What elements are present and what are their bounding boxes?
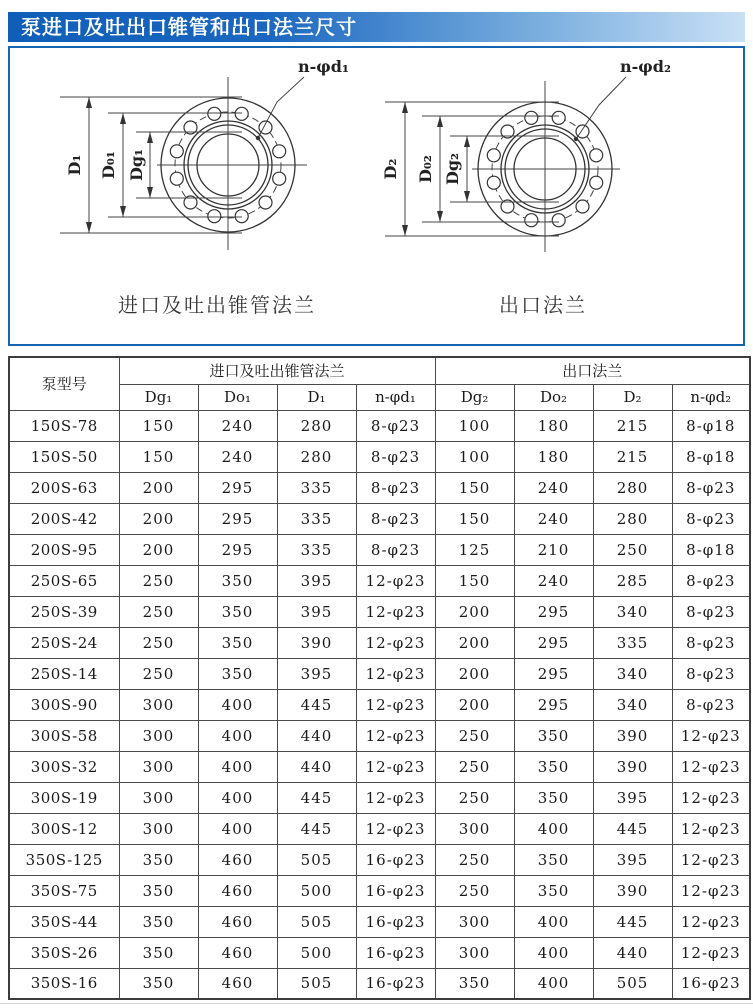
- dimension-cell: 400: [514, 968, 593, 999]
- dimension-cell: 200: [119, 534, 198, 565]
- dimension-cell: 8-φ23: [672, 565, 750, 596]
- dimension-cell: 395: [277, 658, 356, 689]
- dimension-cell: 240: [514, 472, 593, 503]
- outlet-caption: 出口法兰: [499, 293, 587, 317]
- leader-end-dot: [574, 137, 578, 141]
- table-row: [9, 813, 750, 844]
- dimension-cell: 350: [198, 627, 277, 658]
- pump-model-cell: 200S-42: [9, 503, 119, 534]
- dimension-cell: 350: [198, 596, 277, 627]
- dimension-cell: 335: [277, 534, 356, 565]
- dimension-cell: 12-φ23: [356, 627, 435, 658]
- dimension-cell: 16-φ23: [356, 937, 435, 968]
- dimension-cell: 350: [198, 658, 277, 689]
- dimension-cell: 250: [435, 875, 514, 906]
- dimension-cell: 440: [277, 751, 356, 782]
- dimension-cell: 250: [435, 751, 514, 782]
- dimension-cell: 8-φ23: [356, 534, 435, 565]
- dimension-cell: 8-φ23: [356, 441, 435, 472]
- dimension-cell: 280: [593, 472, 672, 503]
- dimension-cell: 250: [119, 627, 198, 658]
- dimension-cell: 400: [514, 813, 593, 844]
- dimension-cell: 350: [119, 875, 198, 906]
- dimension-cell: 505: [277, 906, 356, 937]
- dimension-cell: 350: [119, 906, 198, 937]
- table-row: [9, 720, 750, 751]
- dimension-cell: 12-φ23: [672, 906, 750, 937]
- dimension-cell: 395: [593, 782, 672, 813]
- table-row: [9, 627, 750, 658]
- pump-model-cell: 250S-65: [9, 565, 119, 596]
- dimension-cell: 12-φ23: [672, 720, 750, 751]
- column-header-nd1: n-φd₁: [356, 384, 435, 410]
- dimension-cell: 335: [277, 472, 356, 503]
- dimension-cell: 350: [514, 720, 593, 751]
- dimension-cell: 295: [198, 503, 277, 534]
- dimension-cell: 300: [435, 906, 514, 937]
- outlet-flange-drawing: [381, 57, 671, 317]
- dimension-cell: 400: [514, 906, 593, 937]
- bolt-note-outlet: n-φd₂: [620, 57, 671, 76]
- dimension-cell: 340: [593, 658, 672, 689]
- flange-dimension-table: [8, 356, 751, 1000]
- dimension-cell: 180: [514, 441, 593, 472]
- dimension-cell: 390: [593, 875, 672, 906]
- column-header-dg2: Dg₂: [435, 384, 514, 410]
- dimension-cell: 250: [593, 534, 672, 565]
- table-row: [9, 658, 750, 689]
- dimension-cell: 390: [593, 751, 672, 782]
- column-header-d2: D₂: [593, 384, 672, 410]
- dimension-cell: 12-φ23: [356, 751, 435, 782]
- dimension-cell: 250: [119, 596, 198, 627]
- dim-label-d02: D₀₂: [416, 155, 435, 183]
- dimension-cell: 8-φ23: [672, 596, 750, 627]
- dimension-cell: 215: [593, 441, 672, 472]
- dimension-cell: 395: [593, 844, 672, 875]
- dimension-cell: 250: [119, 565, 198, 596]
- dimension-cell: 8-φ23: [672, 689, 750, 720]
- table-body: [9, 410, 750, 999]
- group-header-inlet-flange: 进口及吐出锥管法兰: [119, 357, 435, 384]
- dimension-cell: 295: [514, 658, 593, 689]
- dimension-cell: 295: [198, 472, 277, 503]
- dimension-cell: 16-φ23: [356, 875, 435, 906]
- dimension-cell: 460: [198, 906, 277, 937]
- dimension-cell: 12-φ23: [356, 596, 435, 627]
- dimension-cell: 350: [198, 565, 277, 596]
- table-row: [9, 875, 750, 906]
- pump-model-cell: 150S-50: [9, 441, 119, 472]
- inlet-flange-drawing: [60, 57, 349, 317]
- dim-label-dg1: Dg₁: [127, 148, 146, 182]
- dimension-cell: 12-φ23: [356, 565, 435, 596]
- pump-model-cell: 350S-75: [9, 875, 119, 906]
- dimension-cell: 16-φ23: [672, 968, 750, 999]
- dimension-cell: 100: [435, 410, 514, 441]
- pump-model-cell: 350S-125: [9, 844, 119, 875]
- dimension-cell: 300: [119, 782, 198, 813]
- dimension-cell: 8-φ23: [672, 658, 750, 689]
- dimension-cell: 8-φ18: [672, 441, 750, 472]
- pump-model-cell: 200S-95: [9, 534, 119, 565]
- table-row: [9, 782, 750, 813]
- dimension-cell: 390: [593, 720, 672, 751]
- table-row: [9, 906, 750, 937]
- table-row: [9, 596, 750, 627]
- dimension-cell: 200: [119, 503, 198, 534]
- dimension-cell: 16-φ23: [356, 844, 435, 875]
- pump-model-cell: 300S-90: [9, 689, 119, 720]
- dimension-cell: 280: [593, 503, 672, 534]
- dimension-cell: 350: [119, 937, 198, 968]
- dimension-cell: 400: [198, 720, 277, 751]
- dimension-cell: 12-φ23: [672, 751, 750, 782]
- dimension-cell: 395: [277, 565, 356, 596]
- dimension-cell: 350: [514, 844, 593, 875]
- dim-label-dg2: Dg₂: [443, 152, 462, 186]
- flange-drawings: [10, 50, 743, 340]
- column-header-do2: Do₂: [514, 384, 593, 410]
- dimension-cell: 335: [593, 627, 672, 658]
- dimension-cell: 12-φ23: [672, 844, 750, 875]
- dimension-cell: 8-φ18: [672, 410, 750, 441]
- dimension-cell: 100: [435, 441, 514, 472]
- dimension-cell: 215: [593, 410, 672, 441]
- dimension-cell: 300: [119, 813, 198, 844]
- dimension-cell: 12-φ23: [672, 875, 750, 906]
- dimension-cell: 8-φ18: [672, 534, 750, 565]
- dimension-cell: 400: [198, 813, 277, 844]
- dimension-cell: 200: [435, 689, 514, 720]
- dimension-cell: 200: [435, 627, 514, 658]
- dimension-cell: 12-φ23: [672, 782, 750, 813]
- dimension-cell: 350: [435, 968, 514, 999]
- dimension-cell: 300: [119, 720, 198, 751]
- dimension-cell: 440: [277, 720, 356, 751]
- dimension-cell: 300: [119, 751, 198, 782]
- dimension-cell: 12-φ23: [356, 689, 435, 720]
- dimension-cell: 250: [435, 720, 514, 751]
- column-header-d1: D₁: [277, 384, 356, 410]
- dimension-cell: 500: [277, 937, 356, 968]
- dimension-cell: 8-φ23: [672, 503, 750, 534]
- table-row: [9, 441, 750, 472]
- table-row: [9, 937, 750, 968]
- pump-model-cell: 300S-58: [9, 720, 119, 751]
- pump-model-cell: 250S-24: [9, 627, 119, 658]
- dimension-cell: 350: [119, 968, 198, 999]
- table-sub-header-row: [9, 384, 750, 410]
- table-group-header-row: [9, 357, 750, 384]
- dimension-cell: 350: [119, 844, 198, 875]
- dimension-cell: 445: [277, 813, 356, 844]
- dimension-cell: 16-φ23: [356, 906, 435, 937]
- dimension-cell: 445: [277, 689, 356, 720]
- dimension-cell: 150: [435, 472, 514, 503]
- dimension-cell: 200: [435, 658, 514, 689]
- dimension-cell: 150: [435, 503, 514, 534]
- dimension-cell: 210: [514, 534, 593, 565]
- dimension-cell: 8-φ23: [672, 472, 750, 503]
- dimension-cell: 350: [514, 751, 593, 782]
- dimension-cell: 240: [198, 410, 277, 441]
- page-bottom-rule: [0, 1003, 753, 1004]
- dimension-cell: 350: [514, 875, 593, 906]
- dimension-cell: 240: [514, 565, 593, 596]
- column-header-dg1: Dg₁: [119, 384, 198, 410]
- pump-model-cell: 300S-19: [9, 782, 119, 813]
- dimension-cell: 12-φ23: [356, 720, 435, 751]
- table-row: [9, 503, 750, 534]
- pump-model-cell: 350S-44: [9, 906, 119, 937]
- dimension-cell: 150: [119, 441, 198, 472]
- dimension-cell: 340: [593, 689, 672, 720]
- dimension-cell: 445: [277, 782, 356, 813]
- dimension-cell: 300: [119, 689, 198, 720]
- dimension-cell: 180: [514, 410, 593, 441]
- table-row: [9, 565, 750, 596]
- dimension-cell: 335: [277, 503, 356, 534]
- dimension-cell: 200: [119, 472, 198, 503]
- pump-model-cell: 250S-14: [9, 658, 119, 689]
- dimension-cell: 8-φ23: [356, 472, 435, 503]
- column-header-pump-model: 泵型号: [9, 357, 119, 410]
- dimension-cell: 200: [435, 596, 514, 627]
- dimension-cell: 280: [277, 410, 356, 441]
- inlet-caption: 进口及吐出锥管法兰: [118, 293, 316, 317]
- dimension-cell: 150: [435, 565, 514, 596]
- dimension-cell: 8-φ23: [672, 627, 750, 658]
- dimension-cell: 150: [119, 410, 198, 441]
- dimension-cell: 445: [593, 813, 672, 844]
- dimension-cell: 395: [277, 596, 356, 627]
- table-row: [9, 472, 750, 503]
- page-title: 泵进口及吐出口锥管和出口法兰尺寸: [8, 12, 745, 42]
- bolt-note-inlet: n-φd₁: [298, 57, 349, 76]
- pump-model-cell: 150S-78: [9, 410, 119, 441]
- dimension-cell: 400: [198, 782, 277, 813]
- dimension-cell: 295: [514, 627, 593, 658]
- dimension-cell: 295: [514, 596, 593, 627]
- dimension-cell: 440: [593, 937, 672, 968]
- dim-label-d01: D₀₁: [99, 151, 118, 179]
- dimension-cell: 12-φ23: [356, 658, 435, 689]
- dimension-cell: 400: [198, 751, 277, 782]
- dimension-cell: 505: [277, 968, 356, 999]
- pump-model-cell: 300S-32: [9, 751, 119, 782]
- dimension-cell: 12-φ23: [356, 782, 435, 813]
- leader-end-dot: [256, 136, 260, 140]
- dimension-cell: 350: [514, 782, 593, 813]
- dimension-cell: 460: [198, 875, 277, 906]
- table-row: [9, 751, 750, 782]
- flange-diagram-panel: [8, 46, 745, 346]
- dim-label-d2: D₂: [381, 158, 400, 180]
- dimension-cell: 400: [514, 937, 593, 968]
- dimension-cell: 445: [593, 906, 672, 937]
- dimension-cell: 390: [277, 627, 356, 658]
- dimension-cell: 8-φ23: [356, 410, 435, 441]
- dimension-cell: 240: [514, 503, 593, 534]
- dimension-cell: 340: [593, 596, 672, 627]
- dimension-cell: 240: [198, 441, 277, 472]
- dimension-cell: 460: [198, 844, 277, 875]
- dimension-cell: 8-φ23: [356, 503, 435, 534]
- dimension-cell: 460: [198, 937, 277, 968]
- dimension-cell: 250: [119, 658, 198, 689]
- dimension-cell: 125: [435, 534, 514, 565]
- dimension-cell: 295: [514, 689, 593, 720]
- dimension-cell: 400: [198, 689, 277, 720]
- pump-model-cell: 350S-26: [9, 937, 119, 968]
- pump-model-cell: 250S-39: [9, 596, 119, 627]
- dimension-cell: 460: [198, 968, 277, 999]
- dimension-cell: 12-φ23: [672, 813, 750, 844]
- table-row: [9, 534, 750, 565]
- column-header-nd2: n-φd₂: [672, 384, 750, 410]
- group-header-outlet-flange: 出口法兰: [435, 357, 750, 384]
- pump-model-cell: 200S-63: [9, 472, 119, 503]
- table-row: [9, 968, 750, 999]
- dimension-cell: 300: [435, 937, 514, 968]
- dimension-cell: 505: [277, 844, 356, 875]
- dimension-cell: 505: [593, 968, 672, 999]
- column-header-do1: Do₁: [198, 384, 277, 410]
- pump-model-cell: 350S-16: [9, 968, 119, 999]
- dimension-cell: 295: [198, 534, 277, 565]
- dimension-cell: 280: [277, 441, 356, 472]
- dimension-cell: 300: [435, 813, 514, 844]
- table-row: [9, 410, 750, 441]
- dimension-cell: 285: [593, 565, 672, 596]
- table-row: [9, 689, 750, 720]
- dimension-cell: 16-φ23: [356, 968, 435, 999]
- pump-model-cell: 300S-12: [9, 813, 119, 844]
- table-row: [9, 844, 750, 875]
- dimension-cell: 500: [277, 875, 356, 906]
- dim-label-d1: D₁: [65, 154, 84, 176]
- dimension-cell: 250: [435, 844, 514, 875]
- dimension-cell: 12-φ23: [356, 813, 435, 844]
- dimension-cell: 12-φ23: [672, 937, 750, 968]
- dimension-cell: 250: [435, 782, 514, 813]
